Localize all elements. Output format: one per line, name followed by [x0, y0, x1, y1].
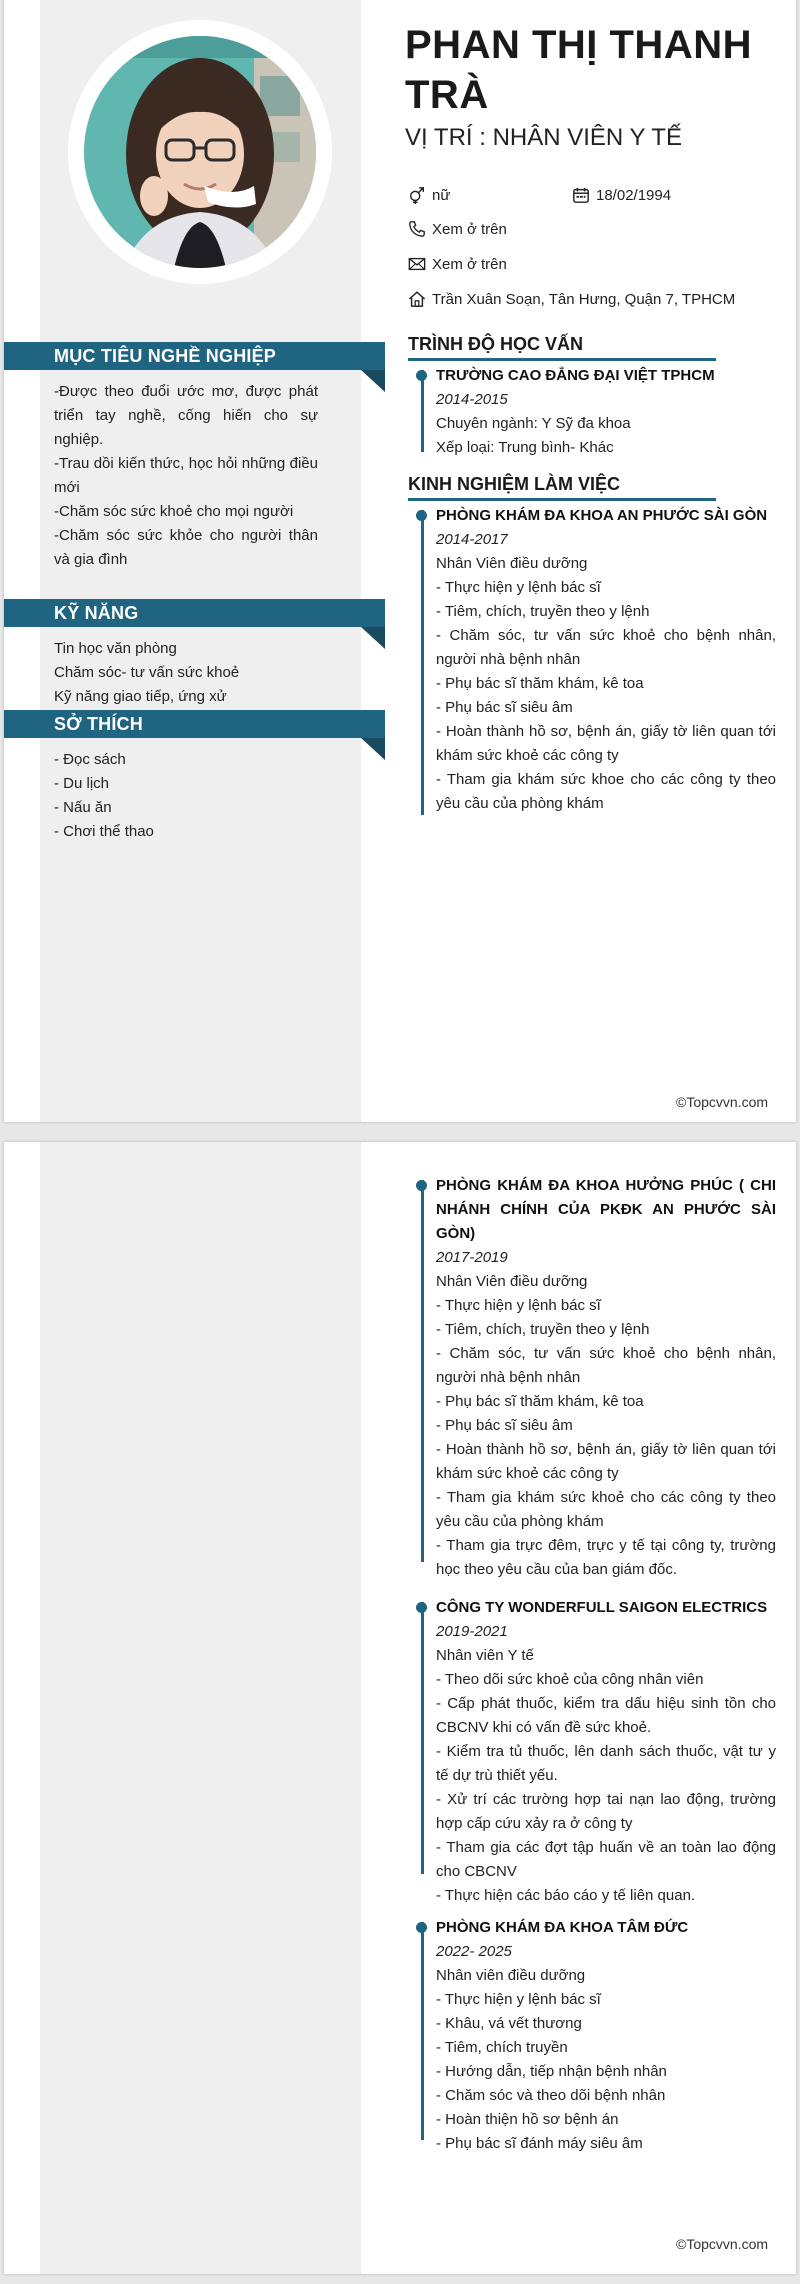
phone-info: [408, 220, 507, 238]
timeline-line: [421, 1180, 424, 1562]
sidebar-background: [40, 1142, 361, 2274]
job-task: - Khâu, vá vết thương: [436, 2015, 582, 2032]
job-task: - Thực hiện y lệnh bác sĩ: [436, 579, 601, 596]
job-task: - Tiêm, chích, truyền theo y lệnh: [436, 603, 650, 620]
job-tasks: [436, 576, 776, 816]
email-info: [408, 255, 507, 273]
job-task: - Phụ bác sĩ thăm khám, kê toa: [436, 1393, 644, 1410]
birthday-info: [572, 186, 671, 204]
job-task: - Kiểm tra tủ thuốc, lên danh sách thuốc, vật tư y tế dự trù thiết yếu.: [436, 1743, 776, 1784]
section-divider: [408, 358, 716, 361]
job-task: - Tham gia trực đêm, trực y tế tại công ty, trường học theo yêu cầu của ban giám đốc.: [436, 1537, 776, 1578]
job-task: - Hoàn thành hồ sơ, bệnh án, giấy tờ liên quan tới khám sức khoẻ các công ty: [436, 723, 776, 764]
job-task: - Phụ bác sĩ siêu âm: [436, 699, 573, 716]
job-task: - Phụ bác sĩ thăm khám, kê toa: [436, 675, 644, 692]
job-task: - Chăm sóc, tư vấn sức khoẻ cho bệnh nhân, người nhà bệnh nhân: [436, 627, 776, 668]
education-major: Chuyên ngành: Y Sỹ đa khoa: [436, 415, 631, 432]
address-value: Trần Xuân Soạn, Tân Hưng, Quận 7, TPHCM: [432, 290, 736, 308]
gender-value: nữ: [432, 186, 451, 204]
gender-info: [408, 186, 450, 204]
phone-icon: [408, 220, 426, 238]
banner-fold: [361, 370, 385, 392]
job-task: - Phụ bác sĩ đánh máy siêu âm: [436, 2135, 643, 2152]
timeline-dot: [416, 370, 427, 381]
objective-list: [54, 380, 318, 572]
job-task: - Thực hiện y lệnh bác sĩ: [436, 1297, 601, 1314]
objective-item: -Được theo đuổi ước mơ, được phát triển tay nghề, cống hiến cho sự nghiệp.: [54, 383, 318, 448]
objective-item: -Chăm sóc sức khỏe cho người thân và gia đình: [54, 527, 318, 568]
job-tasks: [436, 1294, 776, 1582]
job-role: Nhân viên Y tế: [436, 1647, 534, 1664]
job-period: 2017-2019: [436, 1249, 508, 1266]
job-role: Nhân Viên điều dưỡng: [436, 555, 588, 572]
skill-item: Tin học văn phòng: [54, 640, 177, 657]
objective-banner: MỤC TIÊU NGHỀ NGHIỆP: [4, 342, 385, 370]
cv-page-2: [4, 1142, 796, 2274]
job-role: Nhân viên điều dưỡng: [436, 1967, 586, 1984]
job-tasks: [436, 1988, 776, 2156]
candidate-name: PHAN THỊ THANH TRÀ: [405, 23, 752, 117]
job-task: - Chăm sóc, tư vấn sức khoẻ cho bệnh nhân, người nhà bệnh nhân: [436, 1345, 776, 1386]
birthday-value: 18/02/1994: [596, 186, 672, 204]
job-tasks: [436, 1668, 776, 1908]
timeline-line: [421, 1922, 424, 2140]
job-org: PHÒNG KHÁM ĐA KHOA AN PHƯỚC SÀI GÒN: [436, 507, 768, 524]
job-entry: [436, 504, 776, 816]
hobby-item: - Chơi thể thao: [54, 823, 154, 840]
skills-list: [54, 637, 318, 709]
hobby-item: - Nấu ăn: [54, 799, 112, 816]
avatar-frame: [68, 20, 332, 284]
job-org: PHÒNG KHÁM ĐA KHOA HƯỞNG PHÚC ( CHI NHÁNH CHÍNH CỦA PKĐK AN PHƯỚC SÀI GÒN): [436, 1177, 776, 1242]
address-info: [408, 290, 735, 308]
banner-fold: [361, 627, 385, 649]
objective-item: -Chăm sóc sức khoẻ cho mọi người: [54, 503, 294, 520]
job-task: - Xử trí các trường hợp tai nạn lao động, trường hợp cấp cứu xảy ra ở công ty: [436, 1791, 776, 1832]
timeline-line: [421, 370, 424, 452]
job-task: - Thực hiện y lệnh bác sĩ: [436, 1991, 601, 2008]
hobbies-list: [54, 748, 318, 844]
copyright: ©Topcvvn.com: [676, 2236, 769, 2252]
hobby-item: - Đọc sách: [54, 751, 126, 768]
job-org: CÔNG TY WONDERFULL SAIGON ELECTRICS: [436, 1599, 768, 1616]
job-task: - Hoàn thiện hồ sơ bệnh án: [436, 2111, 619, 2128]
calendar-icon: [572, 186, 590, 204]
timeline-dot: [416, 510, 427, 521]
section-divider: [408, 498, 716, 501]
job-entry: [436, 1596, 776, 1908]
timeline-line: [421, 1602, 424, 1874]
job-task: - Tham gia khám sức khoẻ cho các công ty theo yêu cầu của phòng khám: [436, 1489, 776, 1530]
job-period: 2022- 2025: [436, 1943, 512, 1960]
job-task: - Tham gia khám sức khoe cho các công ty theo yêu cầu của phòng khám: [436, 771, 776, 812]
cv-page-1: [4, 0, 796, 1122]
objective-item: -Trau dồi kiến thức, học hỏi những điều mới: [54, 455, 318, 496]
job-task: - Tiêm, chích truyền: [436, 2039, 568, 2056]
education-period: 2014-2015: [436, 391, 508, 408]
timeline-dot: [416, 1602, 427, 1613]
timeline-dot: [416, 1922, 427, 1933]
banner-fold: [361, 738, 385, 760]
email-value: Xem ở trên: [432, 255, 507, 273]
skill-item: Chăm sóc- tư vấn sức khoẻ: [54, 664, 240, 681]
timeline-line: [421, 510, 424, 815]
job-task: - Hướng dẫn, tiếp nhận bệnh nhân: [436, 2063, 667, 2080]
school-name: TRƯỜNG CAO ĐẲNG ĐẠI VIỆT TPHCM: [436, 367, 715, 384]
education-entry: [436, 364, 776, 460]
hobbies-banner: SỞ THÍCH: [4, 710, 385, 738]
education-title: TRÌNH ĐỘ HỌC VẤN: [408, 334, 583, 354]
email-icon: [408, 255, 426, 273]
skills-banner: KỸ NĂNG: [4, 599, 385, 627]
job-entry: [436, 1916, 776, 2156]
job-task: - Tham gia các đợt tập huấn về an toàn lao động cho CBCNV: [436, 1839, 776, 1880]
gender-icon: [408, 186, 426, 204]
copyright: ©Topcvvn.com: [676, 1094, 769, 1110]
job-task: - Cấp phát thuốc, kiểm tra dấu hiệu sinh tồn cho CBCNV khi có vấn đề sức khoẻ.: [436, 1695, 776, 1736]
skill-item: Kỹ năng giao tiếp, ứng xử: [54, 688, 227, 705]
job-period: 2019-2021: [436, 1623, 508, 1640]
experience-title: KINH NGHIỆM LÀM VIỆC: [408, 474, 621, 494]
hobby-item: - Du lịch: [54, 775, 110, 792]
job-task: - Phụ bác sĩ siêu âm: [436, 1417, 573, 1434]
home-icon: [408, 290, 426, 308]
avatar-photo: [84, 36, 316, 268]
job-org: PHÒNG KHÁM ĐA KHOA TÂM ĐỨC: [436, 1919, 689, 1936]
job-task: - Thực hiện các báo cáo y tế liên quan.: [436, 1887, 696, 1904]
job-entry: [436, 1174, 776, 1582]
job-task: - Tiêm, chích, truyền theo y lệnh: [436, 1321, 650, 1338]
job-task: - Hoàn thành hồ sơ, bệnh án, giấy tờ liên quan tới khám sức khoẻ các công ty: [436, 1441, 776, 1482]
timeline-dot: [416, 1180, 427, 1191]
education-grade: Xếp loại: Trung bình- Khác: [436, 439, 614, 456]
job-task: - Theo dõi sức khoẻ của công nhân viên: [436, 1671, 704, 1688]
job-task: - Chăm sóc và theo dõi bệnh nhân: [436, 2087, 666, 2104]
phone-value: Xem ở trên: [432, 220, 507, 238]
job-period: 2014-2017: [436, 531, 508, 548]
position-title: VỊ TRÍ : NHÂN VIÊN Y TẾ: [405, 124, 682, 151]
job-role: Nhân Viên điều dưỡng: [436, 1273, 588, 1290]
avatar: [84, 36, 316, 268]
